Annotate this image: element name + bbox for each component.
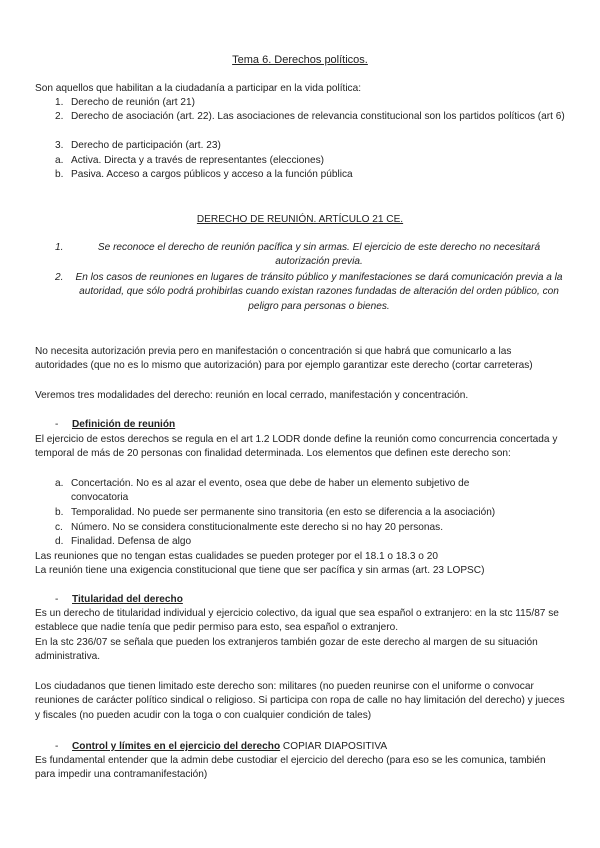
paragraph: Es fundamental entender que la admin debe custodiar el ejercicio del derecho (para eso se les comunica, también para impedir una contramanifestación) bbox=[35, 755, 546, 781]
quoted-article: 2. En los casos de reuniones en lugares de tránsito público y manifestaciones se dará comunicación previa a la autoridad, que sólo podrá prohibirlas cuando existan razones fundadas de alteración del orden público, con peligro para personas o bienes. bbox=[55, 272, 563, 312]
list-item: 3. Derecho de participación (art. 23) bbox=[55, 140, 221, 151]
paragraph: Es un derecho de titularidad individual y ejercicio colectivo, da igual que sea español o extranjero: en la stc 115/87 se establece que nadie tenía que pedir permiso para esto, sea español o extranjero. bbox=[35, 608, 559, 634]
list-item: a. Concertación. No es al azar el evento, osea que debe de haber un elemento subjetivo de convocatoria bbox=[55, 478, 470, 504]
list-item: d. Finalidad. Defensa de algo bbox=[55, 536, 192, 547]
list-item: 1. Derecho de reunión (art 21) bbox=[55, 97, 195, 108]
quoted-article: 1. Se reconoce el derecho de reunión pacífica y sin armas. El ejercicio de este derecho no necesitará autorización previa. bbox=[55, 242, 541, 268]
heading-definicion: - Definición de reunión bbox=[55, 419, 176, 430]
paragraph: No necesita autorización previa pero en manifestación o concentración si que habrá que comunicarlo a las autoridades (que no es lo mismo que autorización) para por ejemplo garantizar este derecho (cortar carreteras) bbox=[35, 346, 533, 372]
paragraph: Las reuniones que no tengan estas cualidades se pueden proteger por el 18.1 o 18.3 o 20 bbox=[35, 551, 438, 562]
list-item: b. Temporalidad. No puede ser permanente sino transitoria (en esto se diferencia a la asociación) bbox=[55, 507, 496, 518]
document-title: Tema 6. Derechos políticos. bbox=[232, 54, 368, 66]
list-item: b. Pasiva. Acceso a cargos públicos y acceso a la función pública bbox=[55, 169, 353, 180]
list-item: a. Activa. Directa y a través de representantes (elecciones) bbox=[55, 155, 325, 166]
paragraph: El ejercicio de estos derechos se regula en el art 1.2 LODR donde define la reunión como concurrencia concertada y temporal de más de 20 personas con finalidad determinada. Los elementos que definen este derecho son: bbox=[35, 434, 558, 460]
list-item: 2. Derecho de asociación (art. 22). Las asociaciones de relevancia constitucional son los partidos políticos (art 6) bbox=[55, 111, 565, 122]
list-item: c. Número. No se considera constitucionalmente este derecho si no hay 20 personas. bbox=[55, 522, 443, 533]
paragraph: La reunión tiene una exigencia constitucional que tiene que ser pacífica y sin armas (art. 23 LOPSC) bbox=[35, 565, 485, 576]
section-title: DERECHO DE REUNIÓN. ARTÍCULO 21 CE. bbox=[196, 214, 404, 225]
paragraph: Los ciudadanos que tienen limitado este derecho son: militares (no pueden reunirse con el uniforme o convocar reuniones de carácter político sindical o religioso. Si participa con ropa de calle no hay limitación del derecho) y jueces y fiscales (no pueden acudir con la toga o con cualquier condición de tales) bbox=[35, 681, 565, 721]
intro-paragraph: Son aquellos que habilitan a la ciudadanía a participar en la vida política: bbox=[35, 83, 362, 94]
paragraph: Veremos tres modalidades del derecho: reunión en local cerrado, manifestación y concentración. bbox=[35, 390, 469, 401]
paragraph: En la stc 236/07 se señala que pueden los extranjeros también gozar de este derecho al margen de su situación administrativa. bbox=[35, 637, 538, 663]
heading-control: - Control y límites en el ejercicio del derecho COPIAR DIAPOSITIVA bbox=[55, 741, 388, 752]
heading-titularidad: - Titularidad del derecho bbox=[55, 594, 183, 605]
